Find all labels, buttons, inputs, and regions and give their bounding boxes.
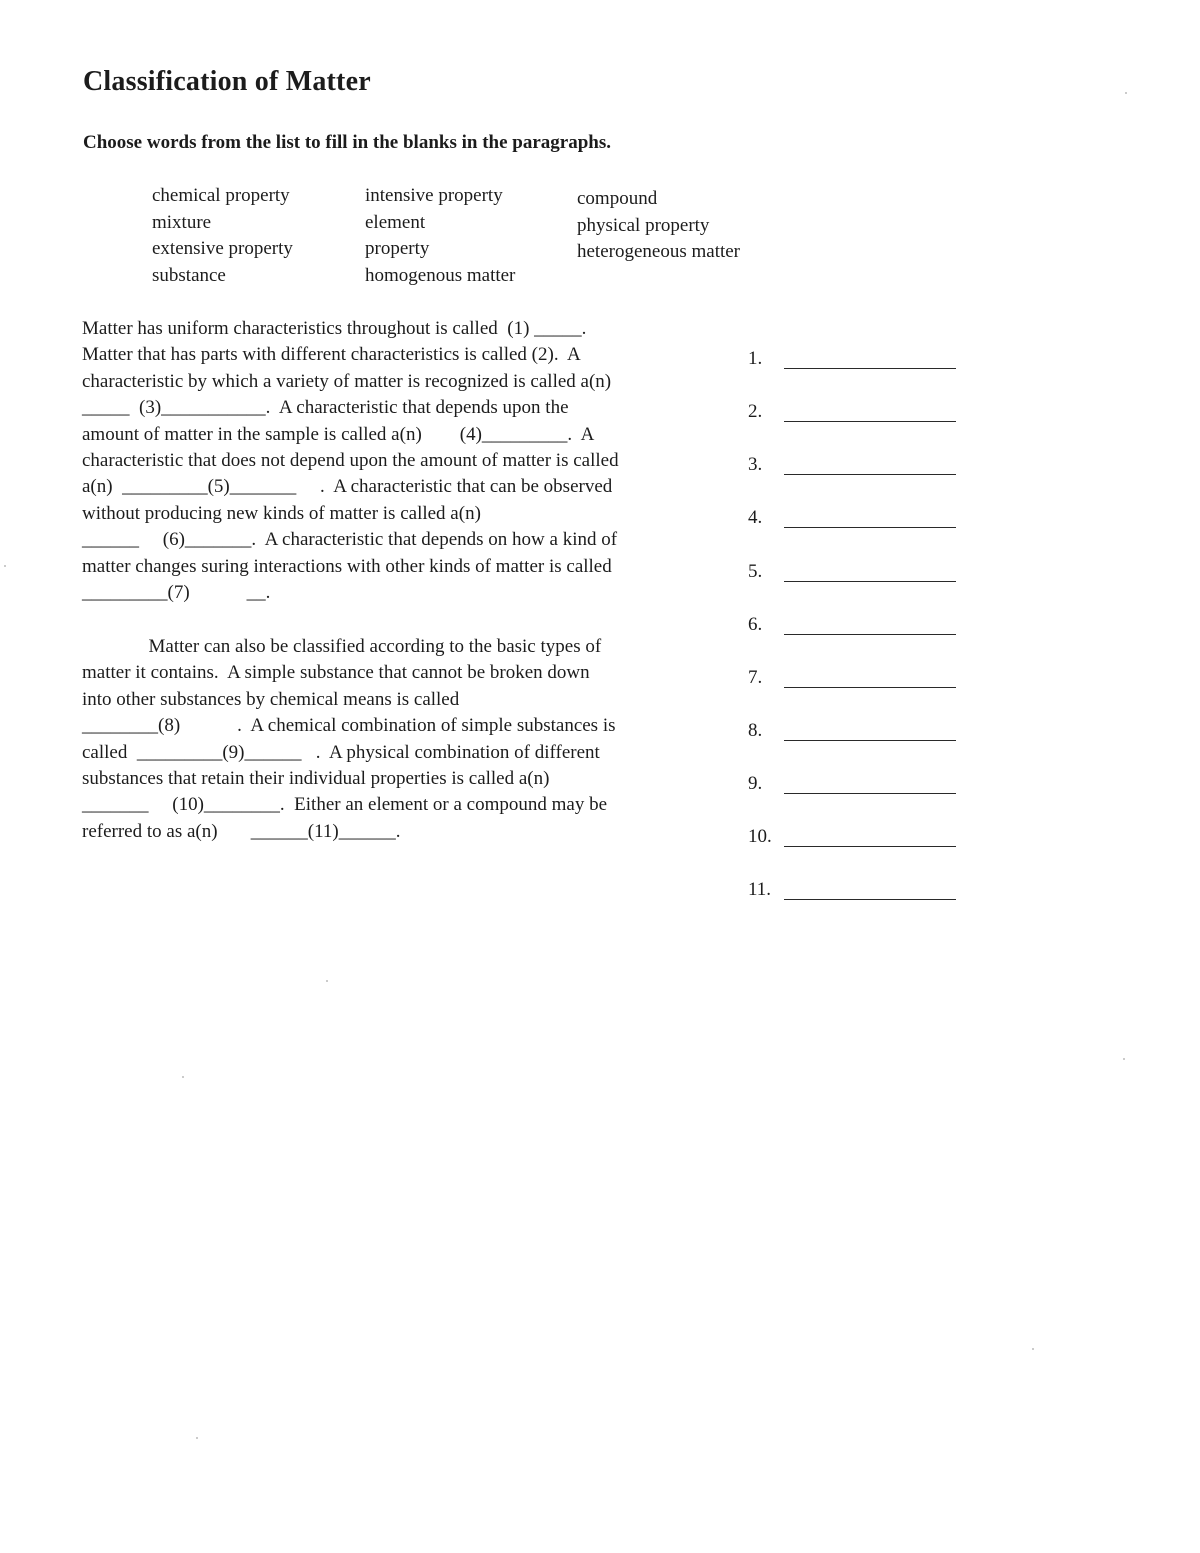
answer-number: 3.: [748, 454, 763, 475]
answer-row-1[interactable]: [748, 348, 960, 374]
paragraph-2: [82, 634, 616, 845]
paragraph-line: a(n) _________(5)_______ . A characteristic that can be observed: [82, 476, 613, 498]
scan-speck: [326, 980, 328, 982]
scan-speck: [1123, 1058, 1125, 1060]
answer-row-5[interactable]: [748, 561, 960, 587]
answer-number: 4.: [748, 507, 763, 528]
paragraph-line: into other substances by chemical means is called: [82, 688, 460, 710]
paragraph-line: Matter has uniform characteristics throughout is called (1) _____.: [82, 318, 587, 339]
answer-blank[interactable]: [784, 581, 956, 582]
answer-blank[interactable]: [784, 634, 956, 635]
answer-blank[interactable]: [784, 527, 956, 528]
answer-row-6[interactable]: [748, 614, 960, 640]
answer-number: 10.: [748, 826, 772, 847]
answer-number: 6.: [748, 614, 763, 635]
answer-row-4[interactable]: [748, 507, 960, 533]
paragraph-line: called _________(9)______ . A physical combination of different: [82, 741, 600, 763]
answer-blank[interactable]: [784, 846, 956, 847]
scan-speck: [1032, 1348, 1034, 1350]
word-bank-item: heterogeneous matter: [577, 241, 741, 262]
answer-number: 9.: [748, 773, 763, 794]
word-bank-item: mixture: [152, 211, 212, 233]
word-bank-item: element: [365, 211, 426, 233]
answer-row-8[interactable]: [748, 720, 960, 746]
scan-speck: [196, 1437, 198, 1439]
paragraph-line: amount of matter in the sample is called a(n) (4)_________. A: [82, 423, 595, 445]
answer-blank[interactable]: [784, 687, 956, 688]
paragraph-line: matter changes suring interactions with other kinds of matter is called: [82, 555, 612, 577]
paragraph-line: characteristic that does not depend upon the amount of matter is called: [82, 450, 619, 472]
answer-blank[interactable]: [784, 421, 956, 422]
word-bank-column-3: [577, 186, 740, 266]
answer-number: 8.: [748, 720, 763, 741]
word-bank-item: homogenous matter: [365, 264, 516, 286]
instructions: Choose words from the list to fill in the blanks in the paragraphs.: [83, 132, 612, 153]
paragraph-line: Matter that has parts with different characteristics is called (2). A: [82, 344, 581, 366]
paragraph-line: _________(7) __.: [82, 582, 271, 604]
word-bank-item: chemical property: [152, 185, 290, 206]
paragraph-line: referred to as a(n) ______(11)______.: [82, 820, 401, 842]
answer-row-2[interactable]: [748, 401, 960, 427]
answer-number: 7.: [748, 667, 763, 688]
paragraph-line: without producing new kinds of matter is called a(n): [82, 502, 481, 524]
answer-row-3[interactable]: [748, 454, 960, 480]
answer-row-9[interactable]: [748, 773, 960, 799]
paragraph-line: substances that retain their individual properties is called a(n): [82, 768, 550, 790]
paragraph-line: ______ (6)_______. A characteristic that depends on how a kind of: [82, 529, 618, 551]
answer-blank[interactable]: [784, 474, 956, 475]
answer-blank[interactable]: [784, 368, 956, 369]
paragraph-line: matter it contains. A simple substance that cannot be broken down: [82, 662, 590, 684]
paragraph-line: _____ (3)___________. A characteristic that depends upon the: [82, 397, 569, 419]
word-bank-item: substance: [152, 264, 226, 286]
answer-blank[interactable]: [784, 793, 956, 794]
answer-number: 5.: [748, 561, 763, 582]
word-bank-column-1: [152, 183, 293, 289]
paragraph-line: Matter can also be classified according to the basic types of: [82, 636, 602, 657]
scan-speck: [1125, 92, 1127, 94]
paragraph-line: characteristic by which a variety of matter is recognized is called a(n): [82, 370, 612, 392]
answer-row-11[interactable]: [748, 879, 960, 905]
answer-row-7[interactable]: [748, 667, 960, 693]
word-bank-item: extensive property: [152, 238, 293, 259]
word-bank-item: intensive property: [365, 185, 503, 206]
paragraph-line: ________(8) . A chemical combination of simple substances is: [82, 715, 616, 737]
word-bank-column-2: [365, 183, 515, 289]
paragraph-1: [82, 316, 619, 606]
paragraph-line: _______ (10)________. Either an element or a compound may be: [82, 794, 608, 816]
answer-number: 2.: [748, 401, 763, 422]
word-bank-item: compound: [577, 188, 658, 209]
scan-speck: [4, 565, 6, 567]
scan-speck: [182, 1076, 184, 1078]
answer-blank[interactable]: [784, 740, 956, 741]
word-bank-item: property: [365, 238, 430, 259]
worksheet-title: Classification of Matter: [83, 66, 371, 97]
answer-number: 11.: [748, 879, 772, 900]
word-bank-item: physical property: [577, 214, 710, 236]
answer-blank[interactable]: [784, 899, 956, 900]
answer-number: 1.: [748, 348, 763, 369]
answer-row-10[interactable]: [748, 826, 960, 852]
